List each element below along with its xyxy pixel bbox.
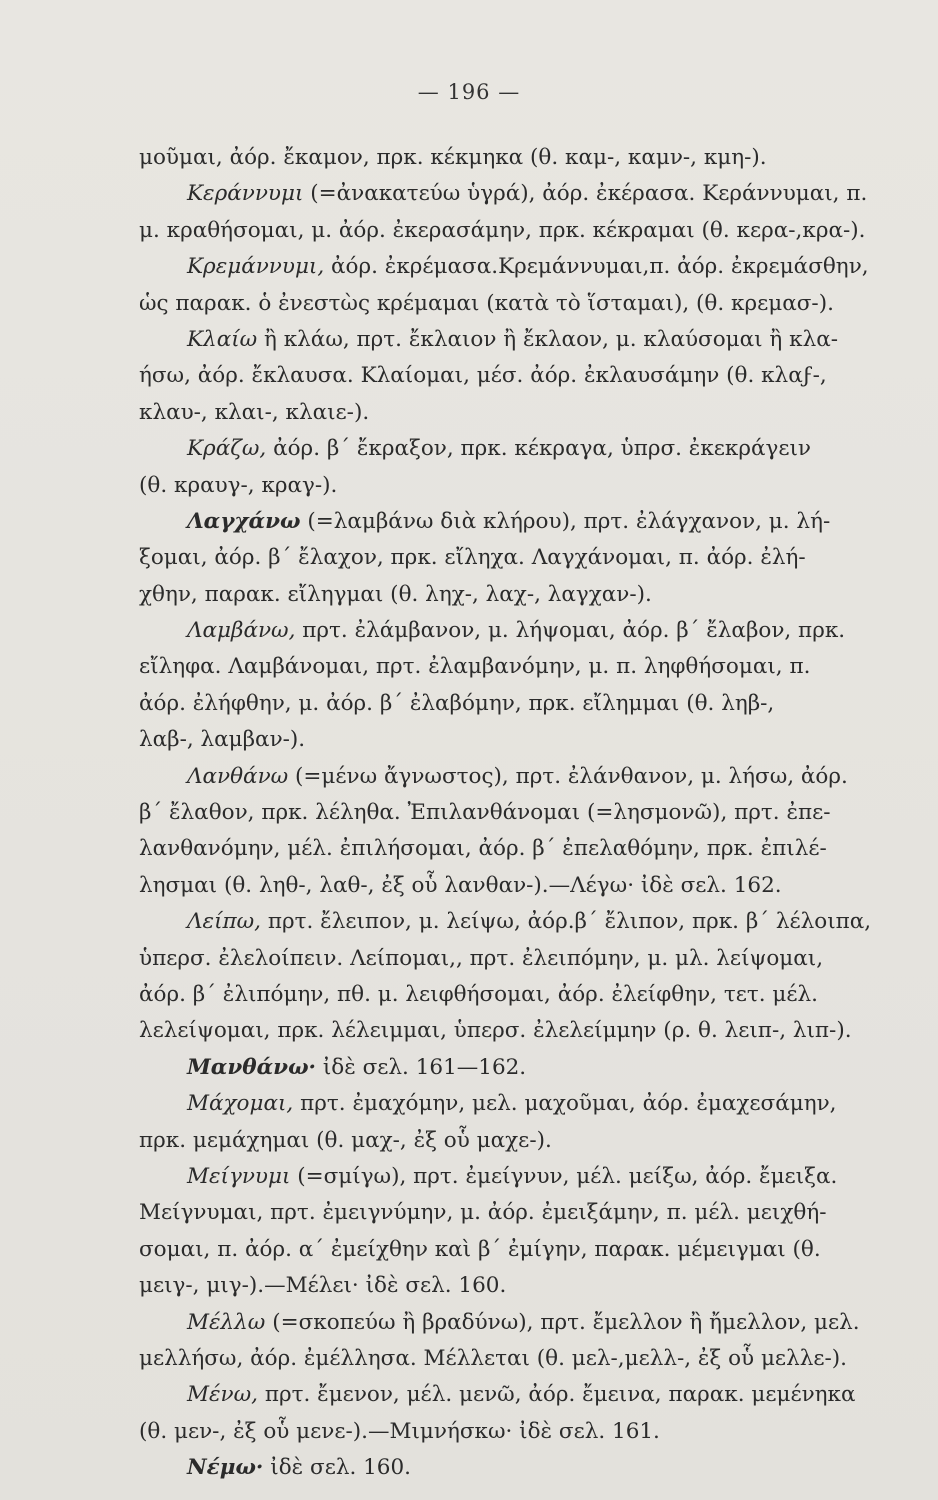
entry-text: λαβ-, λαμβαν-). [139,727,306,753]
entry-text: ἀόρ. ἐλήφθην, μ. ἀόρ. β΄ ἐλαβόμην, πρκ. εἴλημμαι (θ. ληβ-, [139,690,775,716]
entry-headword: Μέλλω [187,1309,266,1335]
text-line [139,1268,879,1304]
text-line [139,540,879,576]
entry-text: κλαυ-, κλαι-, κλαιε-). [139,399,370,425]
entry-text: (=σμίγω), πρτ. ἐμείγνυν, μέλ. μείξω, ἀόρ. ἔμειξα. [297,1163,838,1189]
entry-headword: Μείγνυμι [187,1163,291,1189]
text-line [139,722,879,758]
entry-text: ὡς παρακ. ὁ ἐνεστὼς κρέμαμαι (κατὰ τὸ ἵσταμαι), (θ. κρεμασ-). [139,290,834,316]
entry-text: χθην, παρακ. εἴληγμαι (θ. ληχ-, λαχ-, λαγχαν-). [139,581,652,607]
text-line [139,1232,879,1268]
entry-text: μελλήσω, ἀόρ. ἐμέλλησα. Μέλλεται (θ. μελ-,μελλ-, ἐξ οὗ μελλε-). [139,1345,847,1371]
entry-text: σομαι, π. ἀόρ. α΄ ἐμείχθην καὶ β΄ ἐμίγην, παρακ. μέμειγμαι (θ. [139,1236,821,1262]
text-line [139,1013,879,1049]
page-number: — 196 — [417,80,521,104]
entry-headword: Μένω, [187,1382,258,1408]
text-line [139,649,879,685]
text-line [139,504,879,540]
entry-text: ἀόρ. β΄ ἐλιπόμην, πθ. μ. λειφθήσομαι, ἀόρ. ἐλείφθην, τετ. μέλ. [139,981,819,1007]
entry-text: λησμαι (θ. ληθ-, λαθ-, ἐξ οὗ λανθαν-).—Λέγω· ἰδὲ σελ. 162. [139,872,782,898]
entry-headword: Λαμβάνω, [187,618,296,644]
entry-text: (=λαμβάνω διὰ κλήρου), πρτ. ἐλάγχανον, μ. λή- [307,508,831,534]
entry-headword: Νέμω· [187,1455,264,1481]
entry-text: μοῦμαι, ἀόρ. ἔκαμον, πρκ. κέκμηκα (θ. καμ-, καμν-, κμη-). [139,145,767,170]
text-line [139,613,879,649]
entry-headword: Λαγχάνω [187,508,301,534]
text-line [139,468,879,504]
entry-text: λελείψομαι, πρκ. λέλειμμαι, ὑπερσ. ἐλελείμμην (ρ. θ. λειπ-, λιπ-). [139,1018,852,1044]
entry-text: μ. κραθήσομαι, μ. ἀόρ. ἐκερασάμην, πρκ. κέκραμαι (θ. κερα-,κρα-). [139,217,866,243]
entry-headword: Μάχομαι, [187,1091,294,1117]
text-line [139,1414,879,1450]
text-line [139,1450,879,1486]
text-line [139,904,879,940]
entry-headword: Κεράννυμι [187,181,304,207]
entry-text: ὑπερσ. ἐλελοίπειν. Λείπομαι,, πρτ. ἐλειπόμην, μ. μλ. λείψομαι, [139,945,824,971]
entry-text: πρτ. ἔλειπον, μ. λείψω, ἀόρ.β΄ ἔλιπον, πρκ. β΄ λέλοιπα, [267,909,872,935]
text-line [139,577,879,613]
entry-text: (θ. κραυγ-, κραγ-). [139,472,338,498]
text-line [139,176,879,212]
text-line [139,213,879,249]
text-line [139,1305,879,1341]
text-line [139,358,879,394]
entry-headword: Λανθάνω [187,763,289,789]
entry-text: πρκ. μεμάχημαι (θ. μαχ-, ἐξ οὗ μαχε-). [139,1127,552,1153]
text-line [139,941,879,977]
text-line [139,831,879,867]
entry-text: πρτ. ἐλάμβανον, μ. λήψομαι, ἀόρ. β΄ ἔλαβον, πρκ. [302,618,846,644]
text-line [139,1086,879,1122]
entry-headword: Λείπω, [187,909,261,935]
entry-text: ἀόρ. β΄ ἔκραξον, πρκ. κέκραγα, ὑπρσ. ἐκεκράγειν [273,436,812,462]
entry-text: πρτ. ἐμαχόμην, μελ. μαχοῦμαι, ἀόρ. ἐμαχεσάμην, [300,1091,837,1117]
text-line [139,431,879,467]
text-line [139,1195,879,1231]
entry-text: ἰδὲ σελ. 161—162. [322,1054,527,1080]
text-line [139,395,879,431]
text-line [139,1050,879,1086]
entry-text: (=μένω ἄγνωστος), πρτ. ἐλάνθανον, μ. λήσω, ἀόρ. [295,763,848,789]
entry-text: πρτ. ἔμενον, μέλ. μενῶ, ἀόρ. ἔμεινα, παρακ. μεμένηκα [264,1382,856,1408]
text-line [139,1123,879,1159]
entry-text: β΄ ἔλαθον, πρκ. λέληθα. Ἐπιλανθάνομαι (=λησμονῶ), πρτ. ἐπε- [139,800,831,826]
text-line [139,1377,879,1413]
text-line [139,286,879,322]
text-line [139,759,879,795]
entry-text: (=ἀνακατεύω ὑγρά), ἀόρ. ἐκέρασα. Κεράννυμαι, π. [310,181,868,207]
text-line [139,795,879,831]
text-line [139,322,879,358]
entry-text: ἢ κλάω, πρτ. ἔκλαιον ἢ ἔκλαον, μ. κλαύσομαι ἢ κλα- [264,326,838,352]
text-line [139,868,879,904]
text-line [139,1159,879,1195]
text-line [139,1341,879,1377]
text-line [139,686,879,722]
entry-text: Μείγνυμαι, πρτ. ἐμειγνύμην, μ. ἀόρ. ἐμειξάμην, π. μέλ. μειχθή- [139,1200,827,1226]
entry-headword: Μανθάνω· [187,1054,317,1080]
entry-text: λανθανόμην, μέλ. ἐπιλήσομαι, ἀόρ. β΄ ἐπελαθόμην, πρκ. ἐπιλέ- [139,836,827,862]
entry-headword: Κλαίω [187,326,258,352]
entry-text: (=σκοπεύω ἢ βραδύνω), πρτ. ἔμελλον ἢ ἤμελλον, μελ. [272,1309,860,1335]
text-line [139,249,879,285]
entry-headword: Κράζω, [187,436,267,462]
entry-text: ήσω, ἀόρ. ἔκλαυσα. Κλαίομαι, μέσ. ἀόρ. ἐκλαυσάμην (θ. κλαϝ-, [139,363,827,389]
entry-text: εἴληφα. Λαμβάνομαι, πρτ. ἐλαμβανόμην, μ. π. ληφθήσομαι, π. [139,654,811,680]
entry-text: ξομαι, ἀόρ. β΄ ἔλαχον, πρκ. εἴληχα. Λαγχάνομαι, π. ἀόρ. ἐλή- [139,545,806,571]
entry-headword: Κρεμάννυμι, [187,254,325,280]
entry-text: ἀόρ. ἐκρέμασα.Κρεμάννυμαι,π. ἀόρ. ἐκρεμάσθην, [331,254,869,280]
text-line [139,140,879,176]
text-line [139,977,879,1013]
entry-text: (θ. μεν-, ἐξ οὗ μενε-).—Μιμνήσκω· ἰδὲ σελ. 161. [139,1418,660,1444]
entry-text: ἰδὲ σελ. 160. [270,1455,411,1481]
dictionary-text-block [139,140,879,1486]
entry-text: μειγ-, μιγ-).—Μέλει· ἰδὲ σελ. 160. [139,1273,507,1299]
